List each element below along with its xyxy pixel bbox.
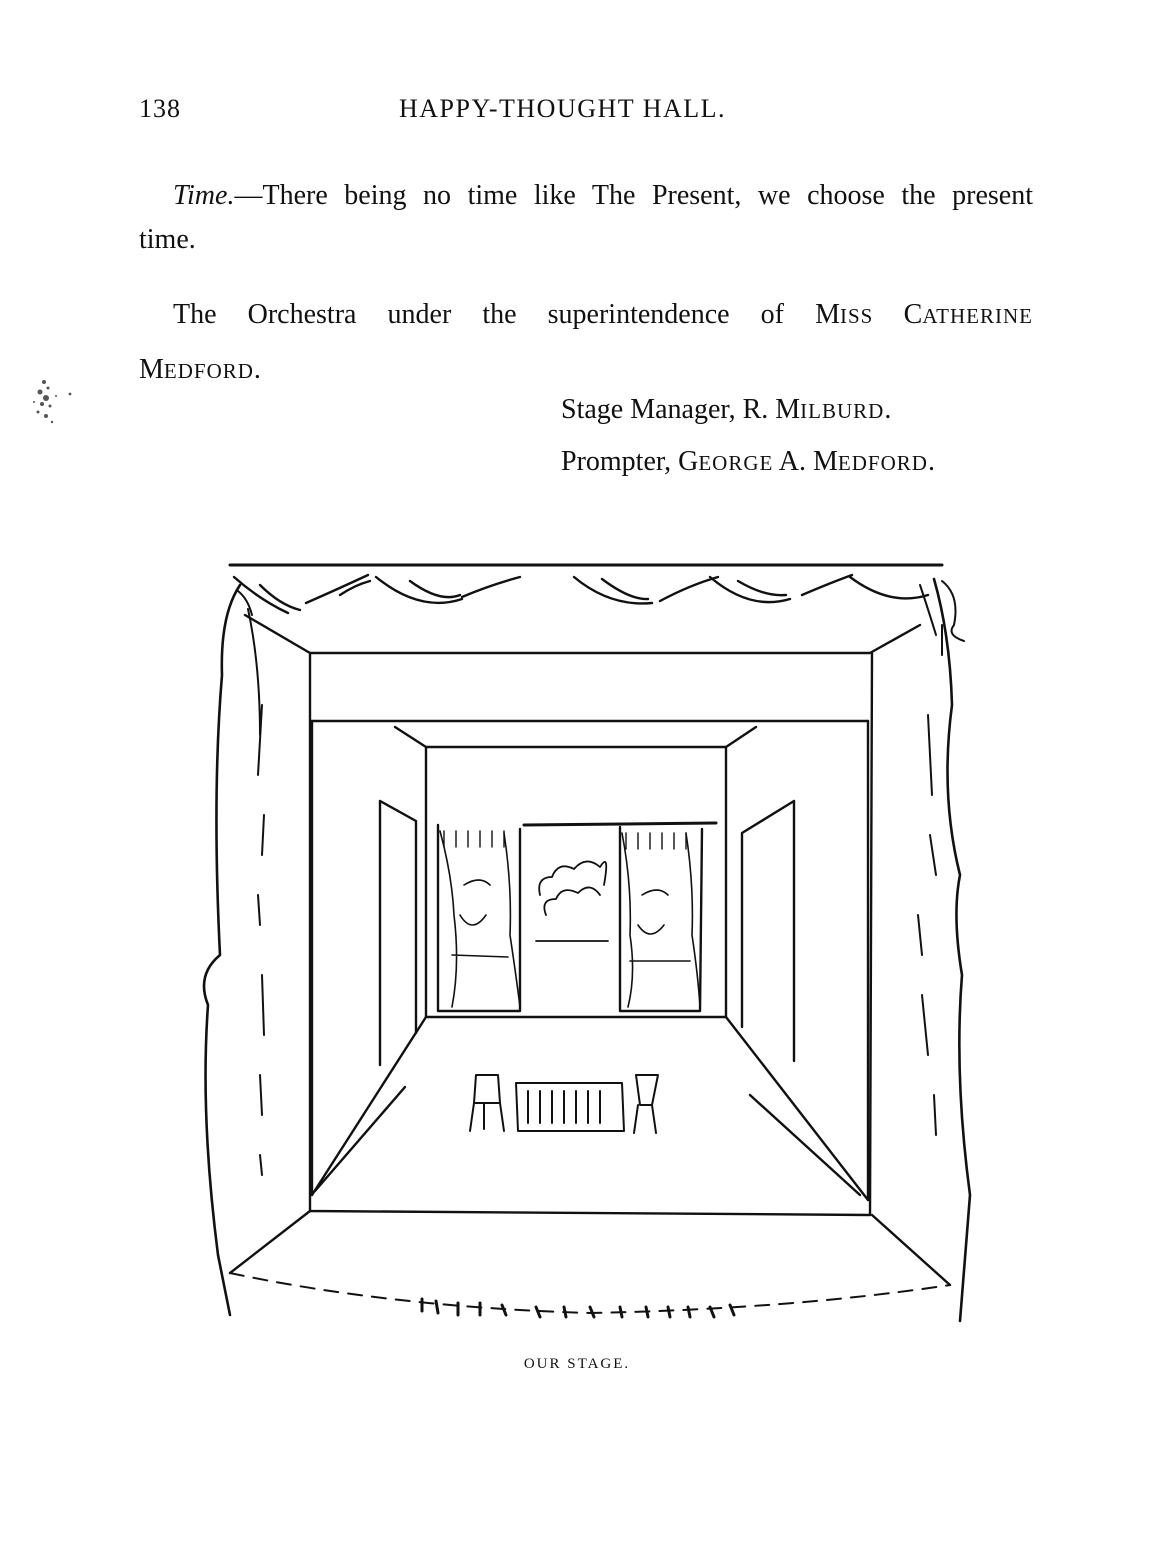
stage-manager-credit — [561, 394, 891, 426]
chair-left — [470, 1075, 504, 1131]
orchestra-name-part: EDFORD — [163, 359, 254, 383]
orchestra-end: . — [253, 354, 261, 385]
stage-illustration — [190, 555, 980, 1335]
prompter-credit — [561, 446, 935, 478]
paragraph-orchestra — [139, 288, 1033, 398]
prompter-label: Prompter, — [561, 446, 679, 477]
prompter-end: . — [927, 446, 935, 477]
proscenium-frame — [245, 615, 920, 653]
stage-manager-end: . — [884, 394, 892, 425]
figure-caption: OUR STAGE. — [523, 1356, 631, 1372]
backdrop-clouds — [536, 861, 608, 941]
page-number: 138 — [139, 94, 181, 123]
ink-speck — [22, 368, 82, 438]
prompter-name-part: EDFORD — [837, 451, 928, 475]
window-left — [438, 825, 520, 1011]
orchestra-name-initial: C — [903, 299, 923, 330]
stage-manager-name: ILBURD — [800, 399, 885, 423]
prompter-middle: A. — [773, 446, 814, 477]
left-curtain — [204, 585, 240, 1315]
orchestra-name-initial: M — [139, 354, 164, 385]
orchestra-name-initial: M — [815, 299, 840, 330]
orchestra-name-part: ATHERINE — [922, 304, 1033, 328]
stage-manager-label: Stage Manager, — [561, 394, 743, 425]
orchestra-name-part: ISS — [839, 304, 904, 328]
left-wing-flat — [380, 801, 416, 1065]
chair-right — [634, 1075, 658, 1133]
right-curtain — [934, 579, 970, 1321]
stage-manager-initial: R. M — [742, 394, 801, 425]
prompter-name-part: EORGE — [698, 451, 774, 475]
prompter-initial: G — [678, 446, 699, 477]
valance-swags — [234, 575, 928, 613]
orchestra-text: The Orchestra under the superintendence of — [173, 299, 816, 330]
time-label: Time. — [173, 180, 235, 211]
stage-floor — [312, 1017, 868, 1200]
right-wing-flat — [742, 801, 794, 1061]
paragraph-time — [139, 174, 1033, 262]
running-head — [139, 94, 779, 130]
running-title: HAPPY-THOUGHT HALL. — [399, 94, 727, 123]
prompter-initial: M — [813, 446, 838, 477]
table — [516, 1083, 624, 1131]
time-text: —There being no time like The Present, we choose the present time. — [139, 180, 1033, 255]
